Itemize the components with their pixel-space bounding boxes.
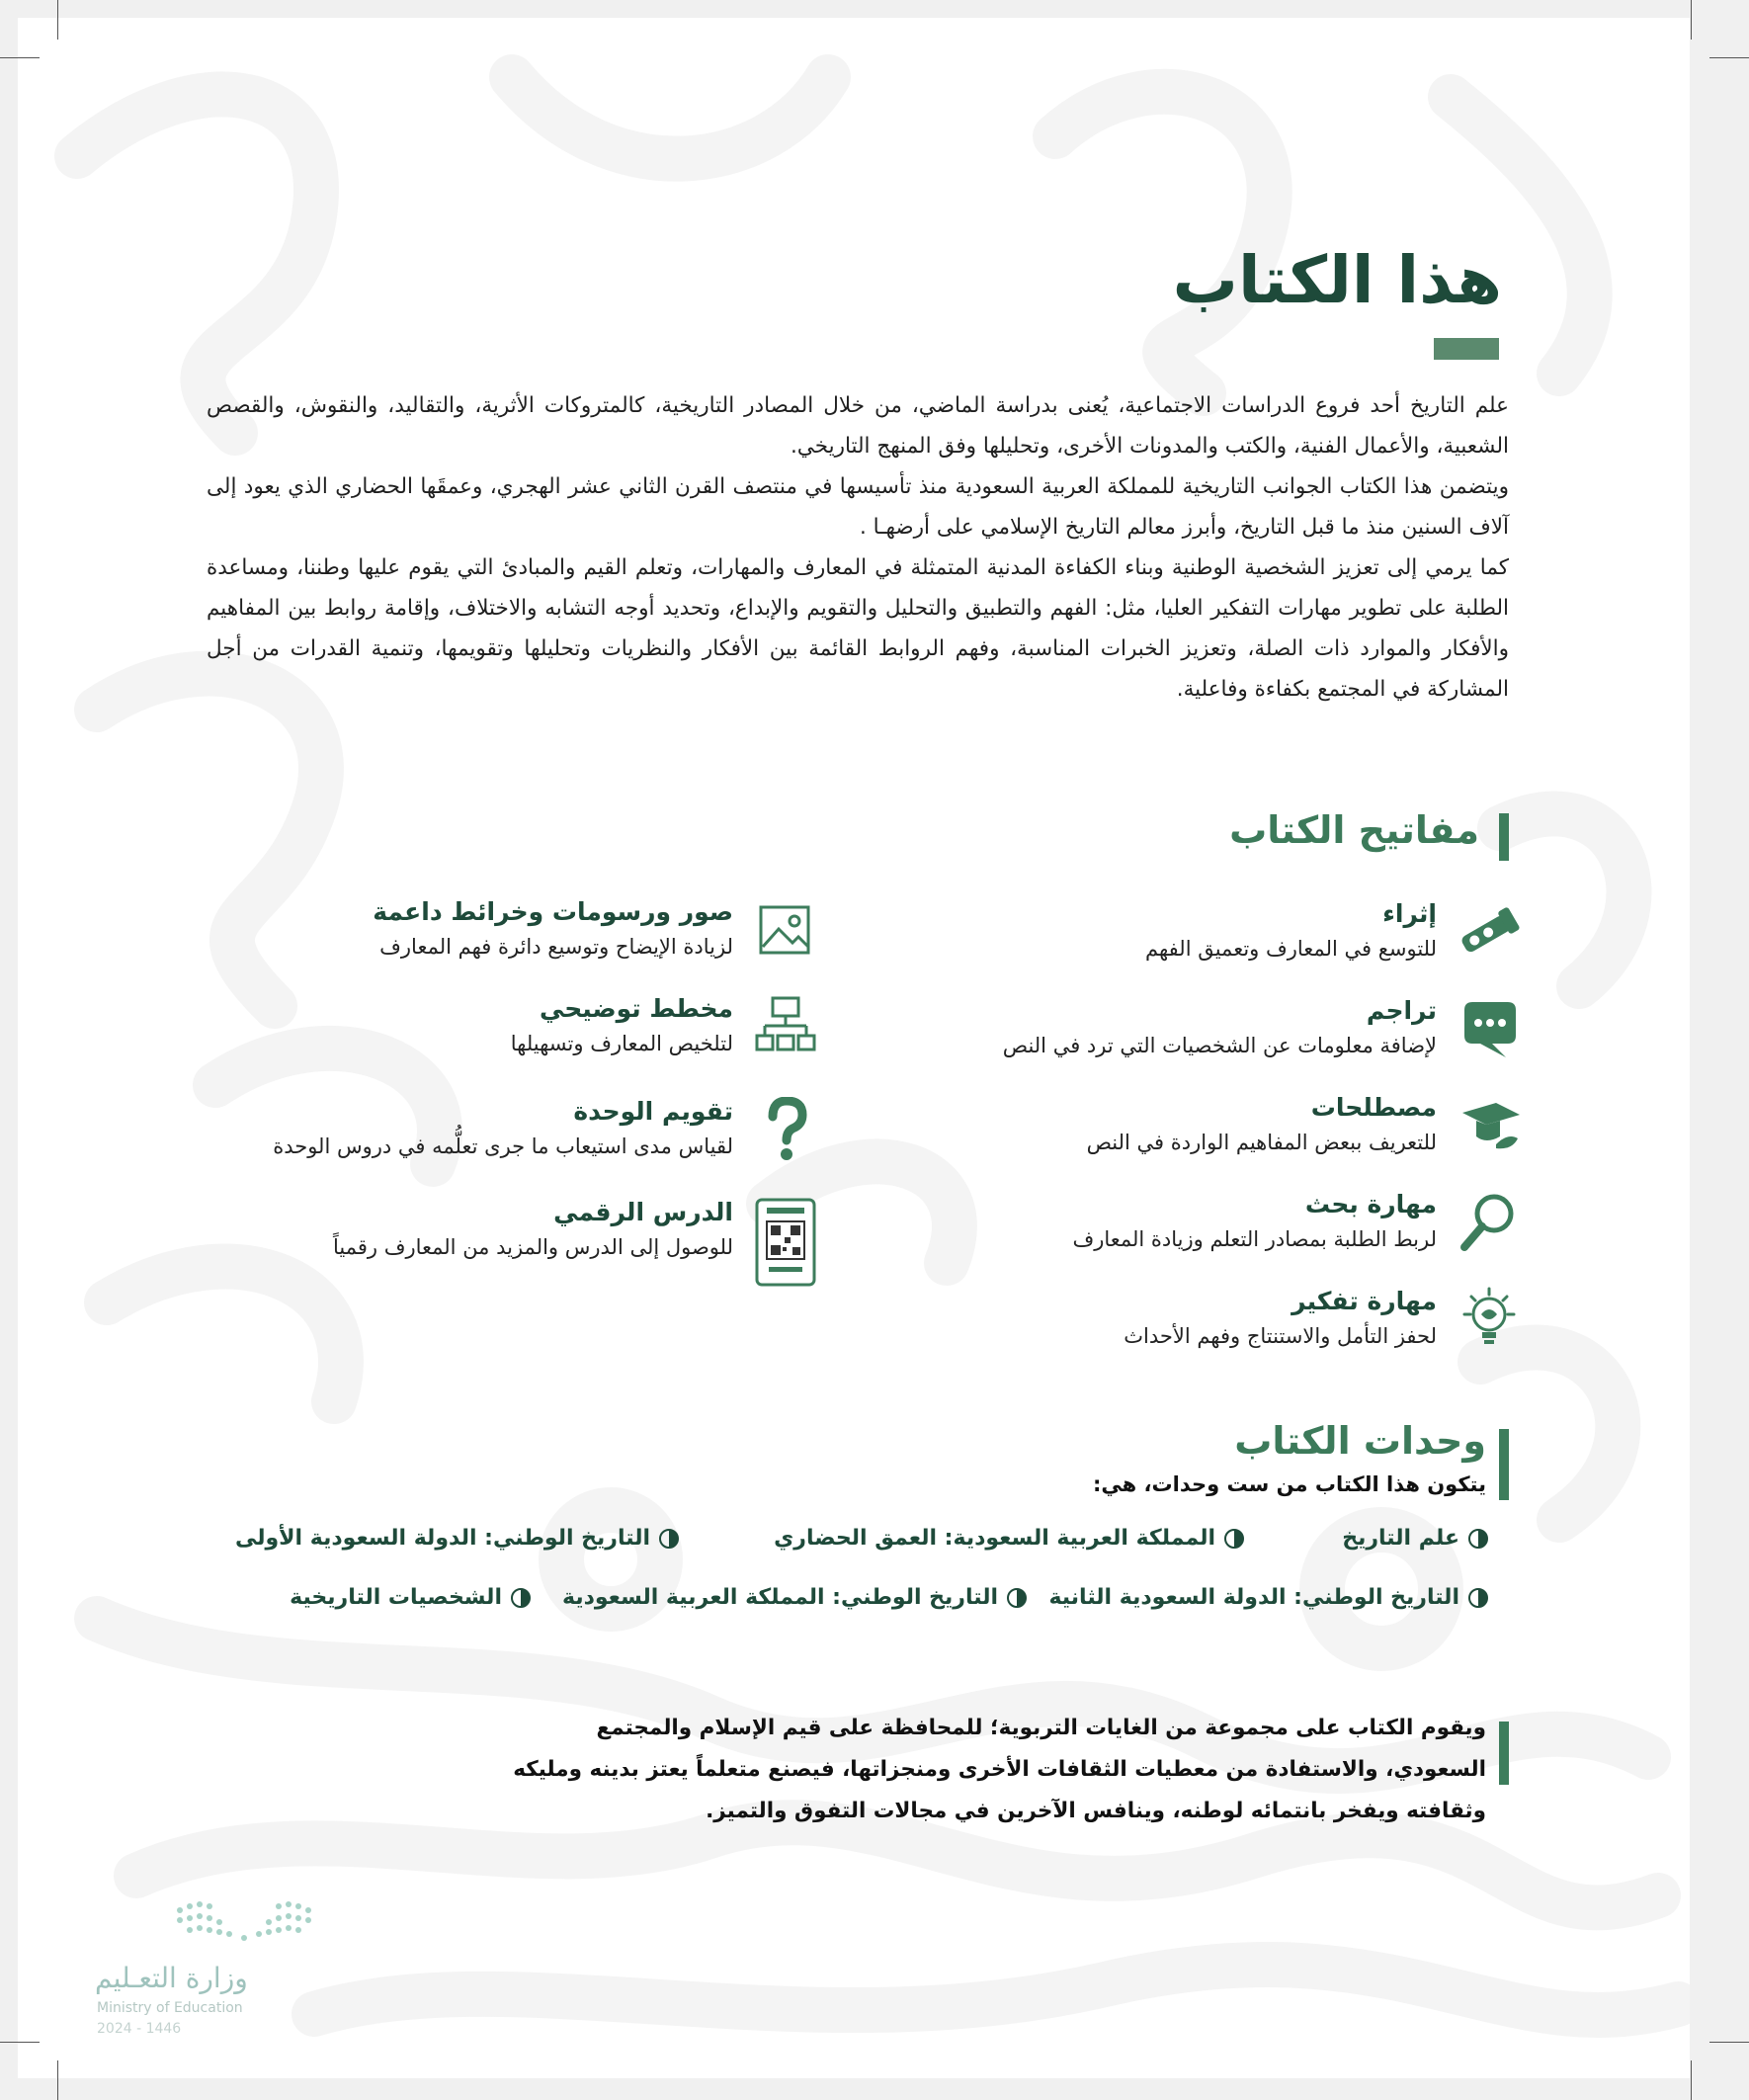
unit-item [235, 1526, 680, 1551]
unit-label: التاريخ الوطني: الدولة السعودية الأولى [234, 1526, 650, 1551]
telescope-icon [1457, 899, 1522, 965]
intro-paragraph: كما يرمي إلى تعزيز الشخصية الوطنية وبناء الكفاءة المدنية المتمثلة في المعارف والمهارات، وتعلم القيم والمبادئ التي يقوم عليها وطننا، ومساعدة الطلبة على تطوير مهارات التفكير العليا، مثل: الفهم والتطبيق والتحليل والتقويم والإبداع، وتحديد أوجه التشابه والاختلاف، وإقامة روابط بين المفاهيم والأفكار والموارد ذات الصلة، وتعزيز الخبرات المناسبة، وفهم الروابط القائمة بين الأفكار والنظريات وتحليلها وتقويمها، وتنمية القدرات من أجل المشاركة في المجتمع بكفاءة وفاعلية. [207, 555, 1509, 702]
section-marker [1499, 813, 1509, 861]
half-circle-bullet-icon [1006, 1587, 1028, 1609]
logo-arabic: وزارة التعـليم [95, 1962, 248, 1994]
logo-year: 2024 - 1446 [97, 2021, 182, 2037]
title-underline [1434, 338, 1499, 360]
half-circle-bullet-icon [510, 1587, 532, 1609]
intro-text [207, 385, 1509, 710]
unit-item [290, 1585, 532, 1610]
units-heading: وحدات الكتاب [1234, 1419, 1486, 1463]
key-title: تقويم الوحدة [573, 1097, 733, 1126]
keys-heading: مفاتيح الكتاب [1229, 808, 1479, 852]
key-item [909, 1287, 1522, 1376]
key-item [909, 1093, 1522, 1182]
speech-bubble-icon [1457, 996, 1522, 1061]
key-title: الدرس الرقمي [553, 1198, 733, 1226]
key-desc: لحفز التأمل والاستنتاج وفهم الأحداث [1124, 1324, 1437, 1348]
qr-code-icon [753, 1198, 818, 1287]
key-desc: للتعريف ببعض المفاهيم الواردة في النص [1086, 1131, 1437, 1154]
logo-english: Ministry of Education [97, 2000, 243, 2016]
key-item [206, 897, 818, 986]
page-title: هذا الكتاب [1172, 242, 1502, 318]
key-item [206, 1097, 818, 1186]
key-title: تراجم [1366, 996, 1437, 1025]
half-circle-bullet-icon [1467, 1587, 1489, 1609]
flowchart-icon [753, 994, 818, 1059]
logo-dots-icon [170, 1892, 328, 1952]
key-title: مهارة بحث [1304, 1190, 1437, 1218]
units-intro: يتكون هذا الكتاب من ست وحدات، هي: [1093, 1472, 1486, 1496]
key-desc: لتلخيص المعارف وتسهيلها [510, 1032, 733, 1055]
closing-text: ويقوم الكتاب على مجموعة من الغايات التربوية؛ للمحافظة على قيم الإسلام والمجتمع السعودي، والاستفادة من معطيات الثقافات الأخرى ومنجزاتها، فيصنع متعلماً يعتز بدينه ومليكه وثقافته ويفخر بانتمائه لوطنه، وينافس الآخرين في مجالات التفوق والتميز. [513, 1716, 1486, 1823]
crop-mark [1691, 0, 1692, 40]
key-desc: لإضافة معلومات عن الشخصيات التي ترد في النص [1002, 1034, 1437, 1057]
section-marker [1499, 1429, 1509, 1500]
graduation-cap-icon [1457, 1093, 1522, 1158]
magnifier-icon [1457, 1190, 1522, 1255]
image-icon [753, 897, 818, 963]
half-circle-bullet-icon [1223, 1528, 1245, 1550]
key-title: مصطلحات [1310, 1093, 1437, 1122]
half-circle-bullet-icon [1467, 1528, 1489, 1550]
key-desc: لربط الطلبة بمصادر التعلم وزيادة المعارف [1072, 1227, 1437, 1251]
key-title: صور ورسومات وخرائط داعمة [373, 897, 733, 926]
unit-item [562, 1585, 1028, 1610]
unit-label: الشخصيات التاريخية [290, 1585, 502, 1610]
key-item [909, 1190, 1522, 1279]
key-title: إثراء [1382, 899, 1437, 928]
key-desc: للتوسع في المعارف وتعميق الفهم [1145, 937, 1437, 961]
key-item [909, 996, 1522, 1085]
question-mark-icon [753, 1097, 818, 1162]
crop-mark [1691, 2060, 1692, 2100]
intro-paragraph: ويتضمن هذا الكتاب الجوانب التاريخية للمملكة العربية السعودية منذ تأسيسها في منتصف القرن الثاني عشر الهجري، وعمقَها الحضاري الذي يعود إلى آلاف السنين منذ ما قبل التاريخ، وأبرز معالم التاريخ الإسلامي على أرضهـا . [207, 474, 1509, 540]
unit-label: المملكة العربية السعودية: العمق الحضاري [774, 1526, 1215, 1551]
key-item [909, 899, 1522, 988]
key-desc: لزيادة الإيضاح وتوسيع دائرة فهم المعارف [379, 935, 733, 959]
lightbulb-brain-icon [1457, 1287, 1522, 1352]
key-title: مخطط توضيحي [539, 994, 733, 1023]
key-title: مهارة تفكير [1291, 1287, 1437, 1315]
unit-item [1048, 1585, 1489, 1610]
unit-item [774, 1526, 1245, 1551]
half-circle-bullet-icon [658, 1528, 680, 1550]
crop-mark [1709, 57, 1749, 58]
unit-label: التاريخ الوطني: الدولة السعودية الثانية [1048, 1585, 1459, 1610]
unit-item [1342, 1526, 1489, 1551]
unit-label: التاريخ الوطني: المملكة العربية السعودية [561, 1585, 998, 1610]
crop-mark [1709, 2042, 1749, 2043]
ministry-logo [95, 1892, 283, 2041]
key-item [206, 994, 818, 1083]
key-desc: لقياس مدى استيعاب ما جرى تعلُّمه في دروس الوحدة [273, 1134, 733, 1158]
section-marker [1499, 1722, 1509, 1785]
unit-label: علم التاريخ [1342, 1526, 1459, 1551]
intro-paragraph: علم التاريخ أحد فروع الدراسات الاجتماعية، يُعنى بدراسة الماضي، من خلال المصادر التاريخية، كالمتروكات الأثرية، والتقاليد، والنقوش، والقصص الشعبية، والأعمال الفنية، والكتب والمدونات الأخرى، وتحليلها وفق المنهج التاريخي. [207, 393, 1509, 459]
key-desc: للوصول إلى الدرس والمزيد من المعارف رقمياً [332, 1235, 733, 1259]
key-item [206, 1198, 818, 1287]
